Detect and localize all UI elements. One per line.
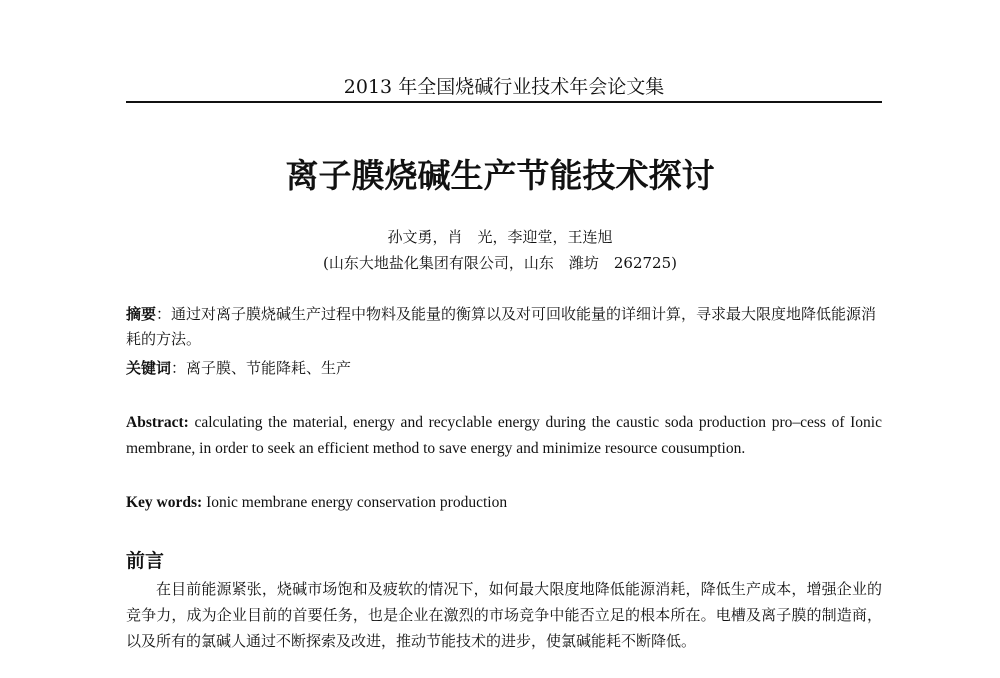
keywords-en-text: Ionic membrane energy conservation production [202, 494, 508, 511]
keywords-en [126, 490, 882, 516]
paper-title: 离子膜烧碱生产节能技术探讨 [285, 156, 715, 195]
authors: 孙文勇，肖 光，李迎堂，王连旭 [387, 228, 613, 246]
keywords-cn-text: ：离子膜、节能降耗、生产 [171, 359, 352, 377]
body-paragraph: 在目前能源紧张，烧碱市场饱和及疲软的情况下，如何最大限度地降低能源消耗，降低生产成本，增强企业的竞争力，成为企业目前的首要任务，也是企业在激烈的市场竞争中能否立足的根本所在。电槽及离子膜的制造商，以及所有的氯碱人通过不断探索及改进，推动节能技术的进步，使氯碱能耗不断降低。 [126, 580, 882, 650]
section-heading: 前言 [126, 550, 165, 572]
keywords-cn-label: 关键词 [126, 359, 172, 377]
keywords-en-label: Key words: [126, 494, 203, 511]
keywords-cn [126, 356, 882, 381]
abstract-en-label: Abstract: [126, 414, 189, 431]
abstract-cn-label: 摘要 [126, 305, 157, 323]
running-header: 2013 年全国烧碱行业技术年会论文集 [343, 76, 665, 98]
abstract-en-text: calculating the material, energy and recyclable energy during the caustic soda production pro–cess of Ionic membrane, in order to seek an efficient method to save energy and minimize resource cousumption. [126, 414, 882, 457]
abstract-en [126, 410, 882, 462]
header-rule [126, 101, 882, 103]
abstract-cn-text: ：通过对离子膜烧碱生产过程中物料及能量的衡算以及对可回收能量的详细计算，寻求最大限度地降低能源消耗的方法。 [126, 305, 877, 348]
abstract-cn [126, 302, 882, 352]
affiliation: (山东大地盐化集团有限公司，山东 潍坊 262725) [323, 254, 677, 272]
